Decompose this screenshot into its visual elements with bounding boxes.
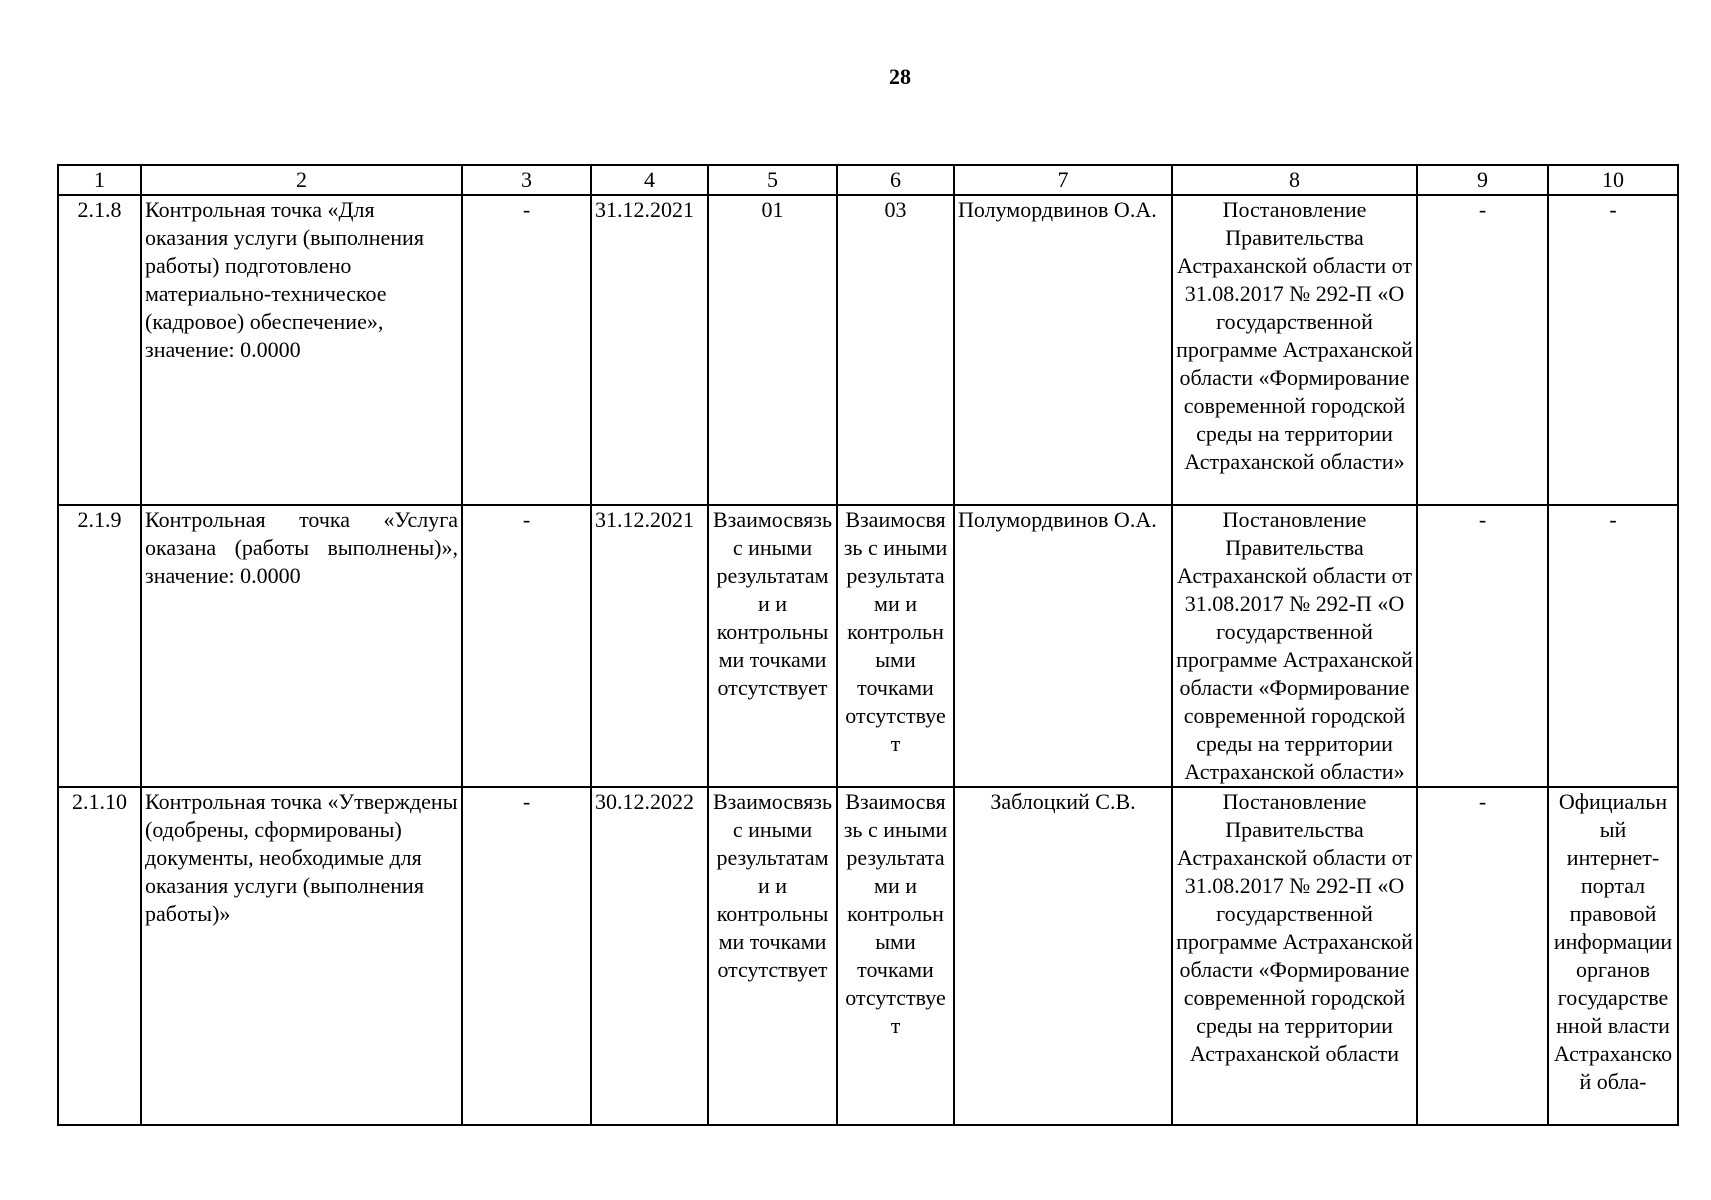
column-header: 1 — [58, 165, 141, 195]
row-number: 2.1.8 — [58, 195, 141, 505]
column-header: 6 — [837, 165, 954, 195]
table-row — [58, 195, 1678, 505]
row-col6: Взаимосвязь с иными результатами и контрольными точками отсутствует — [837, 787, 954, 1125]
row-col10: Официальный интернет-портал правовой информации органов государственной власти Астраханской обла- — [1548, 787, 1678, 1125]
row-col6: Взаимосвязь с иными результатами и контрольными точками отсутствует — [837, 505, 954, 787]
row-col5: 01 — [708, 195, 837, 505]
row-responsible: Полумордвинов О.А. — [954, 195, 1172, 505]
column-header: 5 — [708, 165, 837, 195]
row-responsible: Полумордвинов О.А. — [954, 505, 1172, 787]
row-description: Контрольная точка «Для оказания услуги (выполнения работы) подготовлено материально-техническое (кадровое) обеспечение», значение: 0.0000 — [141, 195, 462, 505]
column-header: 3 — [462, 165, 591, 195]
row-col9: - — [1417, 505, 1548, 787]
row-col3: - — [462, 195, 591, 505]
column-header: 9 — [1417, 165, 1548, 195]
page-number: 28 — [889, 64, 911, 89]
row-description: Контрольная точка «Утверждены (одобрены, сформированы) документы, необходимые для оказания услуги (выполнения работы)» — [141, 787, 462, 1125]
table-row — [58, 505, 1678, 787]
column-header: 7 — [954, 165, 1172, 195]
row-document: Постановление Правительства Астраханской области от 31.08.2017 № 292-П «О государственной программе Астраханской области «Формирование современной городской среды на территории Астраханской области» — [1172, 505, 1417, 787]
row-number: 2.1.10 — [58, 787, 141, 1125]
column-header: 2 — [141, 165, 462, 195]
column-header: 4 — [591, 165, 708, 195]
row-document: Постановление Правительства Астраханской области от 31.08.2017 № 292-П «О государственной программе Астраханской области «Формирование современной городской среды на территории Астраханской области — [1172, 787, 1417, 1125]
row-col5: Взаимосвязь с иными результатами и контрольными точками отсутствует — [708, 505, 837, 787]
row-document: Постановление Правительства Астраханской области от 31.08.2017 № 292-П «О государственной программе Астраханской области «Формирование современной городской среды на территории Астраханской области» — [1172, 195, 1417, 505]
row-date: 31.12.2021 — [591, 195, 708, 505]
row-col9: - — [1417, 195, 1548, 505]
row-col5: Взаимосвязь с иными результатами и контрольными точками отсутствует — [708, 787, 837, 1125]
row-col3: - — [462, 787, 591, 1125]
row-date: 30.12.2022 — [591, 787, 708, 1125]
plan-table — [57, 164, 1679, 1126]
row-col6: 03 — [837, 195, 954, 505]
row-description: Контрольная точка «Услуга оказана (работы выполнены)», значение: 0.0000 — [141, 505, 462, 787]
header-row — [58, 165, 1678, 195]
column-header: 8 — [1172, 165, 1417, 195]
row-col10: - — [1548, 195, 1678, 505]
row-col10: - — [1548, 505, 1678, 787]
row-col9: - — [1417, 787, 1548, 1125]
table-row — [58, 787, 1678, 1125]
row-date: 31.12.2021 — [591, 505, 708, 787]
row-number: 2.1.9 — [58, 505, 141, 787]
row-col3: - — [462, 505, 591, 787]
column-header: 10 — [1548, 165, 1678, 195]
row-responsible: Заблоцкий С.В. — [954, 787, 1172, 1125]
